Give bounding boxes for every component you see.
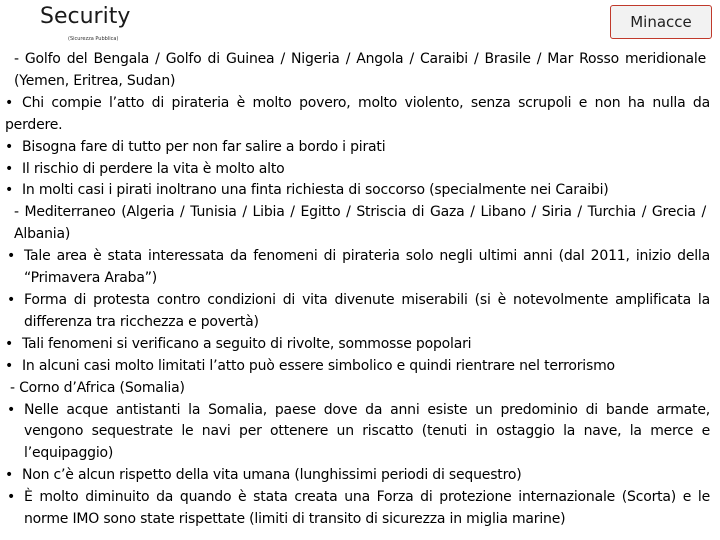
page-title: Security [40,4,131,29]
list-item: • Non c’è alcun rispetto della vita umana (lunghissimi periodi di sequestro) [5,465,710,487]
list-item: • Tali fenomeni si verificano a seguito di rivolte, sommosse popolari [5,334,710,356]
section-heading-horn-of-africa: - Corno d’Africa (Somalia) [10,379,185,396]
list-item: • Il rischio di perdere la vita è molto alto [5,159,710,181]
list-item: • Forma di protesta contro condizioni di vita divenute miserabili (si è notevolmente amplificata la differenza tra ricchezza e povertà) [5,290,710,334]
list-item: • È molto diminuito da quando è stata creata una Forza di protezione internazionale (Scorta) e le norme IMO sono state rispettate (limiti di transito di sicurezza in miglia marine) [5,487,710,531]
list-item: • Bisogna fare di tutto per non far salire a bordo i pirati [5,137,710,159]
section-heading-bengal-guinea: - Golfo del Bengala / Golfo di Guinea / Nigeria / Angola / Caraibi / Brasile / Mar Rosso meridionale (Yemen, Eritrea, Sudan) [14,51,706,89]
list-item: • Tale area è stata interessata da fenomeni di pirateria solo negli ultimi anni (dal 2011, inizio della “Primavera Araba”) [5,246,710,290]
section-heading-mediterranean: - Mediterraneo (Algeria / Tunisia / Libia / Egitto / Striscia di Gaza / Libano / Siria / Turchia / Grecia / Albania) [14,204,706,243]
threats-badge: Minacce [610,5,712,39]
list-item: • In molti casi i pirati inoltrano una finta richiesta di soccorso (specialmente nei Caraibi) [5,180,710,202]
slide-content [5,49,710,531]
list-item: • In alcuni casi molto limitati l’atto può essere simbolico e quindi rientrare nel terrorismo [5,356,710,378]
list-item: • Nelle acque antistanti la Somalia, paese dove da anni esiste un predominio di bande armate, vengono sequestrate le navi per ottenere un riscatto (tenuti in ostaggio la nave, la merce e l’equipaggio) [5,400,710,466]
list-item: • Chi compie l’atto di pirateria è molto povero, molto violento, senza scrupoli e non ha nulla da perdere. [5,93,710,137]
page-subtitle: (Sicurezza Pubblica) [68,36,119,42]
